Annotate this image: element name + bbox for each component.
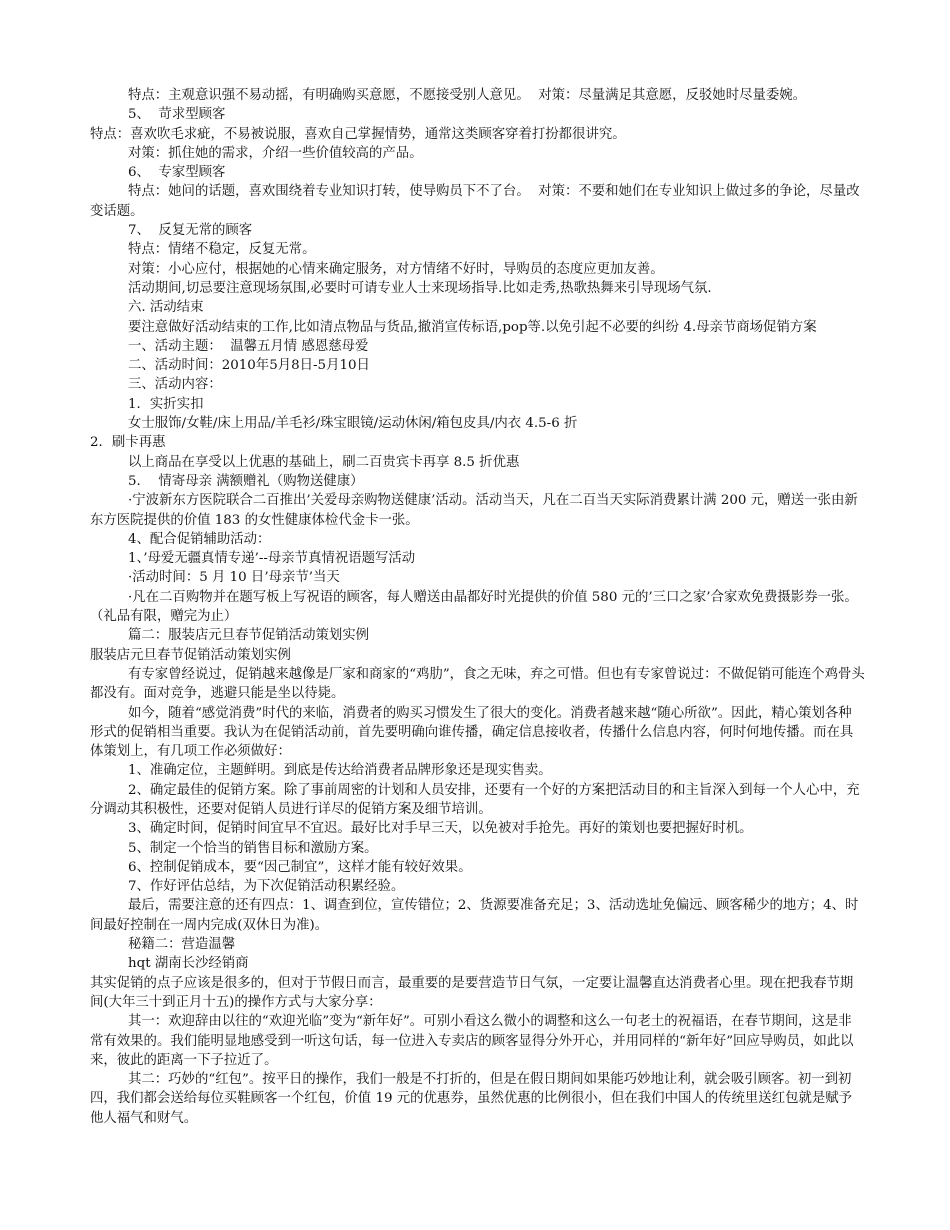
paragraph: 3、确定时间，促销时间宜早不宜迟。最好比对手早三天，以免被对手抢先。再好的策划也要把握好时机。 (128, 821, 753, 837)
paragraph: 其一：欢迎辞由以往的“欢迎光临”变为“新年好”。可别小看这么微小的调整和这么一句老土的祝福语，在春节期间，这是非常有效果的。我们能明显地感受到一听这句话，每一位进入专卖店的顾客显得分外开心，并用同样的“新年好”回应导购员，如此以来，彼此的距离一下子拉近了。 (90, 1014, 854, 1068)
paragraph: 6、 专家型顾客 (128, 165, 226, 181)
paragraph: 2、确定最佳的促销方案。除了事前周密的计划和人员安排，还要有一个好的方案把活动目的和主旨深入到每一个人心中，充分调动其积极性，还要对促销人员进行详尽的促销方案及细节培训。 (90, 782, 860, 817)
paragraph: 对策：小心应付，根据她的心情来确定服务，对方情绪不好时，导购员的态度应更加友善。 (128, 261, 664, 277)
paragraph: 如今，随着“感觉消费”时代的来临，消费者的购买习惯发生了很大的变化。消费者越来越“随心所欲”。因此，精心策划各种形式的促销相当重要。我认为在促销活动前，首先要明确向谁传播，确定信息接收者，传播什么信息内容，何时何地传播。而在具体策划上，有几项工作必须做好： (90, 705, 854, 760)
paragraph: 5、 苛求型顾客 (128, 107, 226, 123)
paragraph: 服装店元旦春节促销活动策划实例 (90, 647, 291, 663)
paragraph: 特点：她问的话题，喜欢围绕着专业知识打转，使导购员下不了台。 对策：不要和她们在专业知识上做过多的争论，尽量改变话题。 (90, 184, 860, 219)
paragraph: 特点：主观意识强不易动摇，有明确购买意愿，不愿接受别人意见。 对策：尽量满足其意愿，反驳她时尽量委婉。 (128, 88, 807, 103)
paragraph: ·活动时间：5 月 10 日’母亲节’当天 (128, 570, 340, 586)
paragraph: 对策：抓住她的需求，介绍一些价值较高的产品。 (128, 145, 423, 161)
paragraph: 其二：巧妙的“红包”。按平日的操作，我们一般是不打折的，但是在假日期间如果能巧妙地让利，就会吸引顾客。初一到初四，我们都会送给每位买鞋顾客一个红包，价值 19 元的优惠券，虽然优惠的比例很小，但在我们中国人的传统里送红包就是赋予他人福气和财气。 (90, 1072, 853, 1126)
paragraph: 六. 活动结束 (128, 300, 204, 316)
paragraph: 活动期间,切忌要注意现场氛围,必要时可请专业人士来现场指导.比如走秀,热歌热舞来引导现场气氛. (128, 280, 712, 296)
paragraph: 6、控制促销成本，要“因己制宜”，这样才能有较好效果。 (128, 859, 472, 875)
paragraph: 7、作好评估总结，为下次促销活动积累经验。 (128, 879, 405, 895)
paragraph: 2．刷卡再惠 (90, 435, 166, 451)
paragraph: 秘籍二：营造温馨 (128, 937, 236, 953)
paragraph: 7、 反复无常的顾客 (128, 223, 253, 239)
paragraph: ·凡在二百购物并在题写板上写祝语的顾客，每人赠送由晶都好时光提供的价值 580 元的’三口之家’合家欢免费摄影券一张。（礼品有限，赠完为止） (90, 589, 858, 625)
paragraph: 以上商品在享受以上优惠的基础上，刷二百贵宾卡再享 8.5 折优惠 (128, 454, 520, 470)
paragraph: 5、制定一个恰当的销售目标和激励方案。 (128, 840, 378, 856)
paragraph: 有专家曾经说过，促销越来越像是厂家和商家的“鸡肋”，食之无味，弃之可惜。但也有专家曾说过：不做促销可能连个鸡骨头都没有。面对竞争，逃避只能是坐以待毙。 (90, 666, 865, 702)
paragraph: 最后，需要注意的还有四点：1、调查到位，宣传错位；2、货源要准备充足；3、活动选址免偏远、顾客稀少的地方；4、时间最好控制在一周内完成(双休日为准)。 (90, 898, 859, 933)
paragraph: 1、准确定位，主题鲜明。到底是传达给消费者品牌形象还是现实售卖。 (128, 763, 552, 779)
paragraph: 5． 情寄母亲 满额赠礼（购物送健康） (128, 473, 364, 489)
paragraph: 4、配合促销辅助活动： (128, 531, 271, 547)
paragraph: 特点：喜欢吹毛求疵，不易被说服，喜欢自己掌握情势，通常这类顾客穿着打扮都很讲究。 (90, 126, 626, 142)
document-body (90, 86, 865, 1128)
paragraph: 要注意做好活动结束的工作,比如清点物品与货品,撤消宣传标语,pop等.以免引起不必要的纠纷 4.母亲节商场促销方案 (128, 319, 817, 335)
paragraph: 特点：情绪不稳定，反复无常。 (128, 242, 316, 258)
paragraph: 二、活动时间：2010年5月8日-5月10日 (128, 358, 370, 374)
paragraph: ·宁波新东方医院联合二百推出’关爱母亲购物送健康’活动。活动当天，凡在二百当天实际消费累计满 200 元，赠送一张由新东方医院提供的价值 183 的女性健康体检代金卡一张。 (90, 493, 858, 528)
paragraph: 篇二：服装店元旦春节促销活动策划实例 (128, 628, 370, 644)
paragraph: hqt 湖南长沙经销商 (128, 956, 249, 972)
paragraph: 女士服饰/女鞋/床上用品/羊毛衫/珠宝眼镜/运动休闲/箱包皮具/内衣 4.5-6 折 (128, 416, 578, 432)
paragraph: 一、活动主题： 温馨五月情 感恩慈母爱 (128, 338, 369, 354)
paragraph: 1、’母爱无疆真情专递’--母亲节真情祝语题写活动 (128, 551, 416, 567)
paragraph: 1．实折实扣 (128, 396, 204, 412)
paragraph: 三、活动内容： (128, 377, 222, 393)
paragraph: 其实促销的点子应该是很多的，但对于节假日而言，最重要的是要营造节日气氛，一定要让温馨直达消费者心里。现在把我春节期间(大年三十到正月十五)的操作方式与大家分享： (90, 975, 854, 1010)
